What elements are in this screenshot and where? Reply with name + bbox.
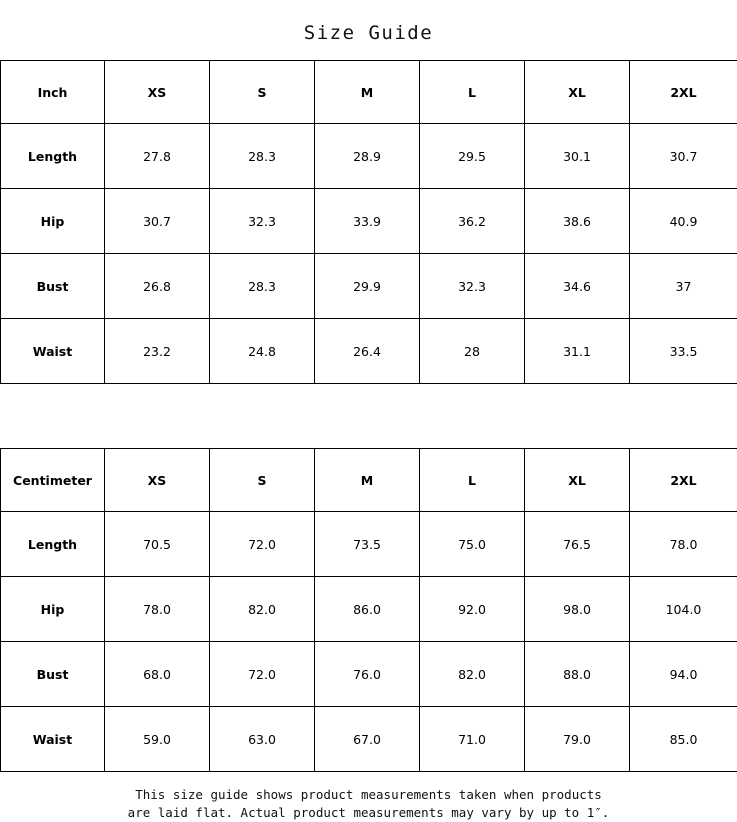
unit-label-centimeter: Centimeter (1, 449, 105, 512)
cell-waist-xs: 23.2 (105, 319, 210, 384)
cell-hip-xs: 78.0 (105, 577, 210, 642)
column-header-s: S (210, 449, 315, 512)
cell-length-s: 28.3 (210, 124, 315, 189)
centimeter-size-table (0, 448, 737, 772)
table-gap-spacer (0, 384, 737, 448)
cell-waist-2xl: 85.0 (630, 707, 737, 772)
table-row (1, 319, 737, 384)
cell-waist-m: 26.4 (315, 319, 420, 384)
cell-length-l: 29.5 (420, 124, 525, 189)
cell-waist-xl: 31.1 (525, 319, 630, 384)
cell-waist-m: 67.0 (315, 707, 420, 772)
cell-length-2xl: 30.7 (630, 124, 737, 189)
row-label-bust: Bust (1, 254, 105, 319)
cell-length-xl: 30.1 (525, 124, 630, 189)
row-label-length: Length (1, 124, 105, 189)
note-line-2: are laid flat. Actual product measurements may vary by up to 1″. (0, 804, 737, 822)
cell-waist-2xl: 33.5 (630, 319, 737, 384)
table-row (1, 642, 737, 707)
cell-bust-2xl: 94.0 (630, 642, 737, 707)
cell-bust-s: 28.3 (210, 254, 315, 319)
cell-length-s: 72.0 (210, 512, 315, 577)
cell-bust-l: 82.0 (420, 642, 525, 707)
column-header-2xl: 2XL (630, 449, 737, 512)
table-row (1, 577, 737, 642)
cell-length-l: 75.0 (420, 512, 525, 577)
size-guide-note (0, 772, 737, 822)
row-label-length: Length (1, 512, 105, 577)
inch-size-table (0, 60, 737, 384)
cell-hip-l: 92.0 (420, 577, 525, 642)
cell-bust-l: 32.3 (420, 254, 525, 319)
row-label-waist: Waist (1, 319, 105, 384)
cell-bust-xs: 68.0 (105, 642, 210, 707)
column-header-m: M (315, 449, 420, 512)
table-header-row (1, 61, 737, 124)
cell-hip-xl: 98.0 (525, 577, 630, 642)
row-label-waist: Waist (1, 707, 105, 772)
cell-hip-l: 36.2 (420, 189, 525, 254)
column-header-l: L (420, 61, 525, 124)
row-label-bust: Bust (1, 642, 105, 707)
column-header-s: S (210, 61, 315, 124)
column-header-xs: XS (105, 61, 210, 124)
cell-waist-l: 28 (420, 319, 525, 384)
note-line-1: This size guide shows product measurements taken when products (0, 786, 737, 804)
table-row (1, 254, 737, 319)
cell-bust-m: 76.0 (315, 642, 420, 707)
cell-waist-l: 71.0 (420, 707, 525, 772)
cell-hip-xs: 30.7 (105, 189, 210, 254)
cell-length-m: 28.9 (315, 124, 420, 189)
cell-hip-xl: 38.6 (525, 189, 630, 254)
table-header-row (1, 449, 737, 512)
cell-hip-s: 82.0 (210, 577, 315, 642)
column-header-m: M (315, 61, 420, 124)
cell-hip-m: 86.0 (315, 577, 420, 642)
column-header-xs: XS (105, 449, 210, 512)
cell-waist-xl: 79.0 (525, 707, 630, 772)
cell-hip-2xl: 104.0 (630, 577, 737, 642)
cell-hip-m: 33.9 (315, 189, 420, 254)
cell-hip-2xl: 40.9 (630, 189, 737, 254)
cell-length-m: 73.5 (315, 512, 420, 577)
cell-waist-s: 63.0 (210, 707, 315, 772)
row-label-hip: Hip (1, 189, 105, 254)
cell-waist-xs: 59.0 (105, 707, 210, 772)
column-header-xl: XL (525, 61, 630, 124)
table-row (1, 124, 737, 189)
table-row (1, 189, 737, 254)
cell-length-xs: 27.8 (105, 124, 210, 189)
cell-bust-s: 72.0 (210, 642, 315, 707)
cell-bust-xs: 26.8 (105, 254, 210, 319)
cell-bust-xl: 88.0 (525, 642, 630, 707)
cell-bust-m: 29.9 (315, 254, 420, 319)
page-title: Size Guide (0, 0, 737, 60)
cell-length-xs: 70.5 (105, 512, 210, 577)
cell-bust-2xl: 37 (630, 254, 737, 319)
column-header-l: L (420, 449, 525, 512)
table-row (1, 707, 737, 772)
cell-length-xl: 76.5 (525, 512, 630, 577)
column-header-2xl: 2XL (630, 61, 737, 124)
row-label-hip: Hip (1, 577, 105, 642)
table-row (1, 512, 737, 577)
cell-length-2xl: 78.0 (630, 512, 737, 577)
unit-label-inch: Inch (1, 61, 105, 124)
cell-waist-s: 24.8 (210, 319, 315, 384)
cell-bust-xl: 34.6 (525, 254, 630, 319)
column-header-xl: XL (525, 449, 630, 512)
cell-hip-s: 32.3 (210, 189, 315, 254)
